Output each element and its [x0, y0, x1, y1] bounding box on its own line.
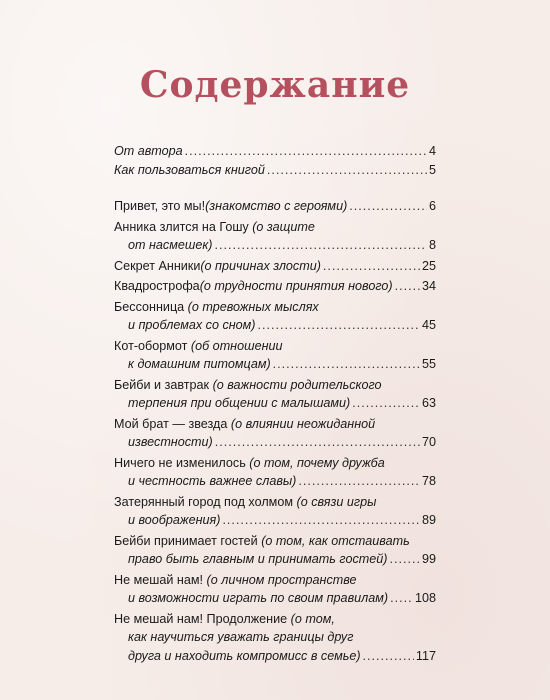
- toc-page-number: 45: [421, 318, 436, 332]
- toc-entry-line: [114, 376, 436, 395]
- toc-entry-title: Бейби принимает гостей: [114, 533, 258, 548]
- toc-entry-subtitle: (о том, почему дружба: [249, 455, 385, 470]
- dot-leader: [258, 316, 420, 335]
- dot-leader: [298, 472, 420, 491]
- toc-entry[interactable]: [114, 197, 436, 216]
- toc-entry-line: [114, 218, 436, 237]
- dot-leader: [363, 647, 414, 666]
- dot-leader: [349, 197, 427, 216]
- toc-intro-item[interactable]: [114, 161, 436, 180]
- toc-entry[interactable]: [114, 376, 436, 413]
- dot-leader: [185, 142, 427, 161]
- toc-entry-subtitle: (о том,: [290, 611, 335, 626]
- section-gap: [114, 179, 436, 197]
- toc-entry-line: [114, 316, 436, 335]
- toc-entry[interactable]: [114, 454, 436, 491]
- toc-entry[interactable]: [114, 337, 436, 374]
- toc-entry-title: Квадрострофа: [114, 279, 200, 293]
- toc-entry-line: [114, 532, 436, 551]
- toc-entry-subtitle: известности): [128, 435, 213, 449]
- toc-entry-title: Бессонница: [114, 299, 185, 314]
- toc-entry-subtitle: от насмешек): [128, 238, 213, 252]
- toc-page-number: 63: [421, 396, 436, 410]
- toc-page-number: 6: [428, 199, 436, 213]
- toc-item-title: От автора: [114, 144, 183, 158]
- toc-entry[interactable]: [114, 415, 436, 452]
- toc-page-number: 34: [421, 279, 436, 293]
- toc-page-number: 78: [421, 474, 436, 488]
- toc-entry[interactable]: [114, 571, 436, 608]
- dot-leader: [214, 236, 427, 255]
- toc-entry-line: [114, 277, 436, 296]
- toc-entry-title: Анника злится на Гошу: [114, 219, 249, 234]
- page-title: Содержание: [139, 64, 411, 106]
- toc-page-number: 108: [414, 591, 436, 605]
- toc-intro-item[interactable]: [114, 142, 436, 161]
- toc-entry-line: [114, 589, 436, 608]
- toc-entry-subtitle: (о личном пространстве: [206, 572, 357, 587]
- toc-page-number: 70: [421, 435, 436, 449]
- dot-leader: [273, 355, 420, 374]
- toc-page-number: 25: [421, 258, 436, 273]
- toc-entry-line: [114, 433, 436, 452]
- toc-page-number: 4: [428, 144, 436, 158]
- toc-entry[interactable]: [114, 218, 436, 255]
- toc-entry-subtitle: (о защите: [252, 219, 315, 234]
- toc-entry-subtitle: (о тревожных мыслях: [187, 299, 319, 314]
- toc-page-number: 99: [421, 552, 436, 566]
- toc-page-number: 117: [415, 648, 436, 663]
- toc-item-title: Как пользоваться книгой: [114, 162, 265, 177]
- toc-entry-line: [114, 236, 436, 255]
- toc-entry[interactable]: [114, 257, 436, 276]
- toc-entry-title: Секрет Анники: [114, 258, 201, 273]
- toc-entry[interactable]: [114, 298, 436, 335]
- toc-entry-subtitle: (об отношении: [190, 338, 283, 353]
- toc-entry-line: [114, 257, 436, 276]
- toc-entry-subtitle: (о трудности принятия нового): [199, 279, 393, 293]
- toc-entry-subtitle: к домашним питомцам): [128, 357, 271, 371]
- toc-entry-title: Бейби и завтрак: [114, 377, 210, 392]
- toc-entry-subtitle: и возможности играть по своим правилам): [128, 591, 389, 605]
- toc-entry-title: Кот-обормот: [114, 338, 188, 353]
- toc-entry-line: [114, 647, 436, 666]
- toc-entry-title: Затерянный город под холмом: [114, 494, 293, 509]
- toc-entry-line: [114, 550, 436, 569]
- toc-entry-title: Мой брат — звезда: [114, 416, 228, 431]
- toc-entry-line: [114, 355, 436, 374]
- toc-entry-subtitle: и воображения): [128, 513, 221, 527]
- toc-entry-subtitle: и честность важнее славы): [128, 474, 297, 488]
- toc-entry-line: [114, 472, 436, 491]
- toc-page-number: 8: [428, 238, 436, 252]
- toc-entry-line: [114, 394, 436, 413]
- table-of-contents: [114, 142, 436, 667]
- toc-entry-line: [114, 610, 436, 629]
- toc-entry-line: [114, 454, 436, 473]
- toc-entry[interactable]: [114, 610, 436, 666]
- toc-entry-line: [114, 511, 436, 530]
- toc-entry-title: Не мешай нам!: [114, 572, 204, 587]
- toc-entry-subtitle: (о влиянии неожиданной: [230, 416, 376, 431]
- dot-leader: [215, 433, 420, 452]
- toc-page-number: 55: [421, 357, 436, 371]
- toc-entry-subtitle: (о причинах злости): [200, 258, 321, 273]
- dot-leader: [390, 589, 413, 608]
- dot-leader: [267, 161, 427, 180]
- dot-leader: [352, 394, 420, 413]
- dot-leader: [323, 257, 420, 276]
- toc-entry-subtitle: и проблемах со сном): [128, 318, 256, 332]
- toc-entry-line: [114, 493, 436, 512]
- toc-entry-line: [114, 197, 436, 216]
- toc-entry-line: [114, 415, 436, 434]
- toc-entry-title: Не мешай нам! Продолжение: [114, 611, 288, 626]
- toc-entry-subtitle: (знакомство с героями): [205, 199, 348, 213]
- toc-page-number: 89: [421, 513, 436, 527]
- dot-leader: [395, 277, 420, 296]
- toc-entry-subtitle: терпения при общении с малышами): [128, 396, 351, 410]
- toc-entry-subtitle: право быть главным и принимать гостей): [128, 552, 388, 566]
- toc-entry-subtitle: (о важности родительского: [212, 377, 382, 392]
- dot-leader: [389, 550, 420, 569]
- toc-page-number: 5: [428, 162, 436, 177]
- toc-entry-subtitle: (о связи игры: [296, 494, 377, 509]
- toc-entry-title: Ничего не изменилось: [114, 455, 246, 470]
- toc-entry-subtitle: друга и находить компромисс в семье): [128, 648, 361, 663]
- dot-leader: [222, 511, 420, 530]
- toc-entry-subtitle: (о том, как отстаивать: [261, 533, 410, 548]
- toc-entry-line: [114, 298, 436, 317]
- toc-entry[interactable]: [114, 277, 436, 296]
- toc-entry-line: [114, 628, 436, 647]
- toc-entry[interactable]: [114, 493, 436, 530]
- toc-entry-subtitle: как научиться уважать границы друг: [128, 630, 354, 644]
- toc-entry[interactable]: [114, 532, 436, 569]
- toc-entry-line: [114, 337, 436, 356]
- toc-entry-line: [114, 571, 436, 590]
- toc-entry-title: Привет, это мы!: [114, 199, 206, 213]
